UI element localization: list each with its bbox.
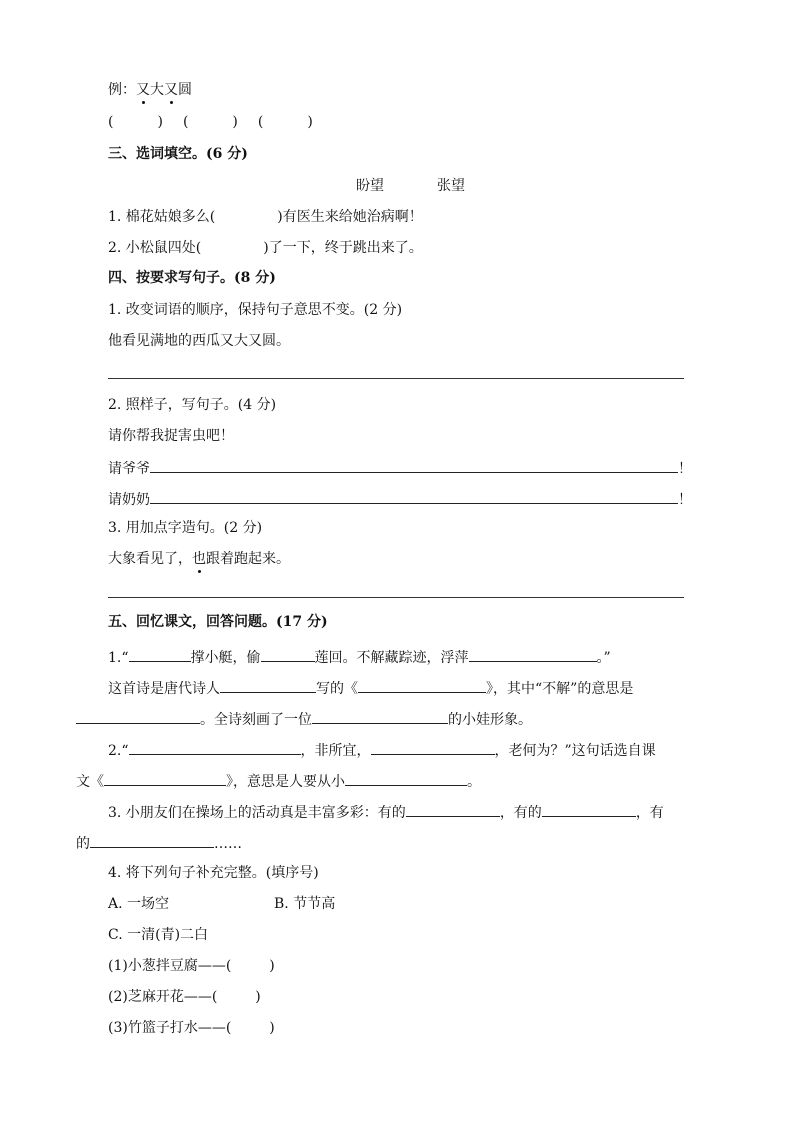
option-a: A. 一场空	[108, 896, 170, 912]
section3-heading: 三、选词填空。(6 分)	[108, 146, 248, 162]
text: )	[269, 958, 275, 974]
q1-text-a: 1. 棉花姑娘多么(	[108, 209, 216, 225]
text: 莲回。不解藏踪迹，浮萍	[314, 650, 469, 666]
paren-open: (	[182, 114, 189, 130]
answer-blank[interactable]	[371, 739, 495, 755]
q1-text-b: )有医生来给她治病啊！	[277, 209, 423, 225]
section3-q2	[108, 238, 423, 258]
answer-blank[interactable]	[261, 646, 315, 662]
section5-q4: 4. 将下列句子补充完整。(填序号)	[108, 865, 319, 881]
answer-line[interactable]	[108, 378, 684, 379]
answer-blank[interactable]	[345, 770, 467, 786]
text: (1)小葱拌豆腐——(	[108, 958, 232, 974]
example-char: 圆	[178, 82, 192, 98]
section5-q1-line1	[108, 646, 611, 668]
section5-q2-line2	[76, 770, 481, 792]
q2-text-b: )了一下，终于跳出来了。	[263, 240, 423, 256]
text: 写的《	[316, 681, 358, 697]
example-line	[108, 80, 192, 100]
paren-open: (	[257, 114, 264, 130]
option-b: B. 节节高	[274, 896, 336, 912]
idiom-item-2	[108, 987, 261, 1007]
paren-open: (	[108, 114, 114, 130]
answer-blank[interactable]	[76, 708, 200, 724]
sentence-part: 大象看见了，	[108, 551, 192, 567]
text: ，有	[635, 805, 664, 821]
text: ，非所宜，	[300, 743, 371, 759]
section5-heading: 五、回忆课文，回答问题。(17 分)	[108, 614, 328, 630]
section4-q3: 3. 用加点字造句。(2 分)	[108, 520, 263, 536]
section4-q2-line1	[108, 457, 692, 479]
answer-blank[interactable]	[220, 677, 316, 693]
section4-q1-sentence: 他看见满地的西瓜又大又圆。	[108, 333, 290, 349]
paren-close: )	[307, 114, 313, 130]
answer-blank[interactable]	[406, 801, 500, 817]
answer-parens-row	[108, 112, 313, 132]
q2-text-a: 2. 小松鼠四处(	[108, 240, 202, 256]
section5-q1-line3	[76, 708, 532, 730]
text: ，有的	[499, 805, 542, 821]
section5-q1-line2	[108, 677, 633, 699]
exclaim-mark: ！	[678, 461, 692, 477]
answer-blank[interactable]	[312, 708, 448, 724]
text: 。”	[596, 650, 611, 666]
dotted-char: 又	[136, 82, 150, 98]
dotted-char: 也	[192, 551, 206, 567]
section5-q3-line2	[76, 832, 242, 854]
text: 2.“	[108, 743, 129, 759]
idiom-item-3	[108, 1018, 275, 1038]
answer-blank[interactable]	[150, 457, 678, 473]
text: )	[269, 1020, 275, 1036]
answer-blank[interactable]	[90, 832, 214, 848]
paren-close: )	[232, 114, 238, 130]
section5-q3-line1	[108, 801, 664, 823]
text: ……	[214, 836, 242, 852]
prompt-label: 请奶奶	[108, 492, 150, 508]
section4-heading: 四、按要求写句子。(8 分)	[108, 270, 276, 286]
text: )	[255, 989, 261, 1005]
text: 》，其中“不解”的意思是	[486, 681, 634, 697]
answer-line[interactable]	[108, 597, 684, 598]
text: (3)竹篮子打水——(	[108, 1020, 232, 1036]
paren-close: )	[157, 114, 163, 130]
text: ，老何为？”这句话选自课	[494, 743, 656, 759]
idiom-item-1	[108, 956, 275, 976]
example-char: 大	[150, 82, 164, 98]
text: 这首诗是唐代诗人	[108, 681, 220, 697]
text: 的小娃形象。	[448, 712, 532, 728]
answer-blank[interactable]	[129, 739, 301, 755]
text: 3. 小朋友们在操场上的活动真是丰富多彩：有的	[108, 805, 406, 821]
text: 》，意思是人要从小	[226, 774, 345, 790]
text: 的	[76, 836, 90, 852]
word-choice-2: 张望	[437, 178, 465, 194]
section4-q2-example: 请你帮我捉害虫吧！	[108, 428, 234, 444]
option-c: C. 一清(青)二白	[108, 927, 209, 943]
answer-blank[interactable]	[104, 770, 226, 786]
section4-q2: 2. 照样子，写句子。(4 分)	[108, 397, 277, 413]
answer-blank[interactable]	[469, 646, 597, 662]
section5-q2-line1	[108, 739, 656, 761]
text: 。全诗刻画了一位	[200, 712, 312, 728]
text: 1.“	[108, 650, 129, 666]
text: 。	[467, 774, 481, 790]
section4-q3-sentence	[108, 549, 290, 569]
sentence-part: 跟着跑起来。	[206, 551, 290, 567]
text: (2)芝麻开花——(	[108, 989, 218, 1005]
answer-blank[interactable]	[358, 677, 486, 693]
section3-q1	[108, 207, 423, 227]
word-choice-1: 盼望	[356, 178, 384, 194]
text: 文《	[76, 774, 104, 790]
example-prefix: 例：	[108, 82, 136, 98]
exclaim-mark: ！	[678, 492, 692, 508]
prompt-label: 请爷爷	[108, 461, 150, 477]
section4-q2-line2	[108, 488, 692, 510]
answer-blank[interactable]	[129, 646, 191, 662]
text: 撑小艇，偷	[190, 650, 261, 666]
dotted-char: 又	[164, 82, 178, 98]
answer-blank[interactable]	[542, 801, 636, 817]
answer-blank[interactable]	[150, 488, 678, 504]
section4-q1: 1. 改变词语的顺序，保持句子意思不变。(2 分)	[108, 302, 403, 318]
